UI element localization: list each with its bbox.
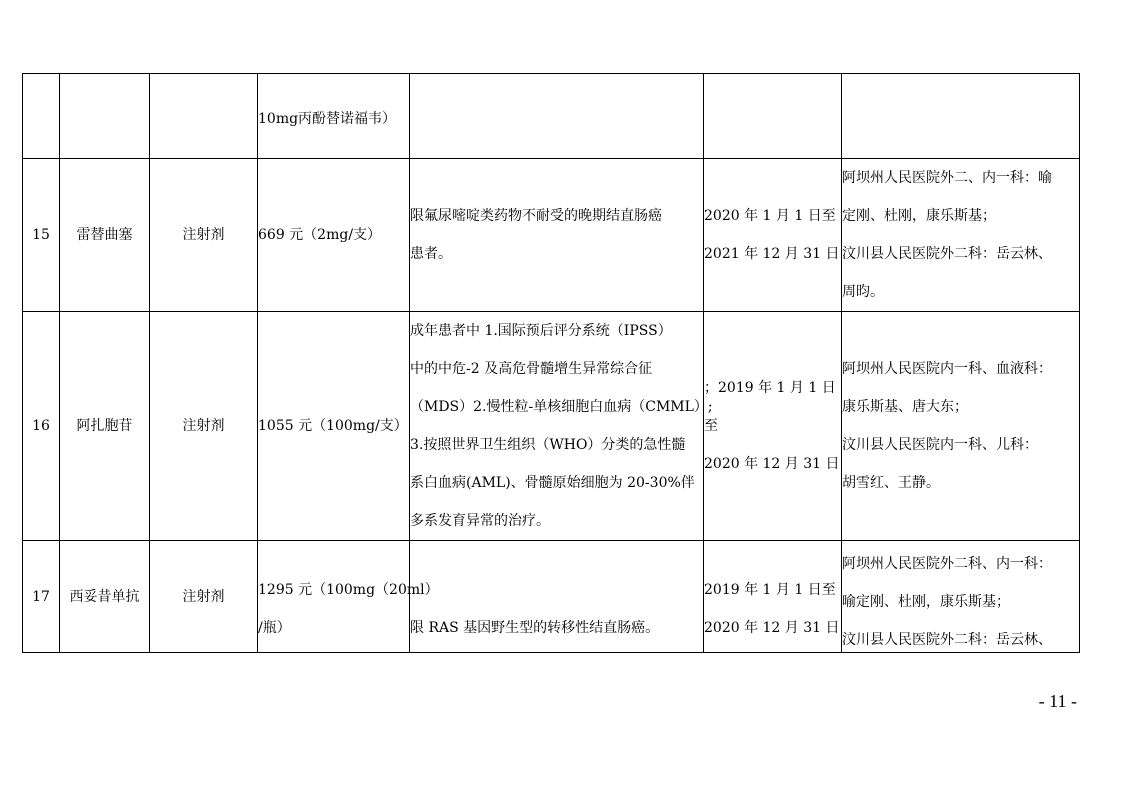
date-line: 2021 年 12 月 31 日 xyxy=(704,246,840,262)
scope-line: 成年患者中 1.国际预后评分系统（IPSS） xyxy=(410,323,672,339)
dosage-form-cell: 注射剂 xyxy=(150,159,258,312)
dosage-form-cell: 注射剂 xyxy=(150,541,258,653)
hospital-line: 阿坝州人民医院内一科、血液科： xyxy=(842,361,1052,377)
hospital-line: 阿坝州人民医院外二科、内一科： xyxy=(842,556,1052,572)
scope-line: 中的中危-2 及高危骨髓增生异常综合征 xyxy=(410,361,653,377)
date-cell xyxy=(704,312,842,541)
hospital-cell xyxy=(842,74,1080,159)
scope-cell xyxy=(410,74,704,159)
drug-name-cell: 阿扎胞苷 xyxy=(60,312,150,541)
scope-line: 系白血病(AML)、骨髓原始细胞为 20-30%伴 xyxy=(410,475,695,491)
date-cell xyxy=(704,541,842,653)
hospital-line: 汶川县人民医院外二科：岳云林、 xyxy=(842,632,1052,648)
price-line: 1295 元（100mg（20ml） xyxy=(258,581,439,598)
dosage-form-cell: 注射剂 xyxy=(150,312,258,541)
scope-cell xyxy=(410,159,704,312)
row-number-cell xyxy=(23,74,60,159)
table-row xyxy=(23,312,1080,541)
date-line: ；2019 年 1 月 1 日 xyxy=(704,380,836,396)
scope-cell xyxy=(410,541,704,653)
row-number-cell: 15 xyxy=(23,159,60,312)
date-line: 2020 年 1 月 1 日至 xyxy=(704,208,836,224)
row-number-cell: 16 xyxy=(23,312,60,541)
hospital-cell xyxy=(842,312,1080,541)
price-line: 669 元（2mg/支） xyxy=(258,227,382,243)
date-line: 至 xyxy=(704,418,718,434)
drug-name-cell xyxy=(60,74,150,159)
scope-line: （MDS）2.慢性粒-单核细胞白血病（CMML）; xyxy=(410,399,713,415)
date-line: 2020 年 12 月 31 日 xyxy=(704,619,840,636)
date-line: 2020 年 12 月 31 日 xyxy=(704,456,840,472)
hospital-cell xyxy=(842,159,1080,312)
scope-line: 多系发育异常的治疗。 xyxy=(410,513,550,529)
price-line: 10mg丙酚替诺福韦） xyxy=(258,111,397,127)
scope-line: 限氟尿嘧啶类药物不耐受的晚期结直肠癌 xyxy=(410,208,662,224)
date-cell xyxy=(704,74,842,159)
scope-line: 患者。 xyxy=(410,246,452,262)
hospital-line: 周昀。 xyxy=(842,284,884,300)
hospital-line: 阿坝州人民医院外二、内一科：喻 xyxy=(842,170,1052,186)
price-line: /瓶） xyxy=(258,619,291,636)
table-row xyxy=(23,541,1080,653)
hospital-line: 胡雪红、王静。 xyxy=(842,475,940,491)
dosage-form-cell xyxy=(150,74,258,159)
table-row xyxy=(23,74,1080,159)
hospital-line: 康乐斯基、唐大东； xyxy=(842,399,968,415)
price-cell xyxy=(258,74,410,159)
scope-cell xyxy=(410,312,713,541)
hospital-cell xyxy=(842,541,1080,653)
price-cell xyxy=(258,541,439,653)
row-number-cell: 17 xyxy=(23,541,60,653)
date-cell xyxy=(704,159,842,312)
hospital-line: 定刚、杜刚，康乐斯基； xyxy=(842,208,996,224)
drug-table xyxy=(22,73,1080,653)
hospital-line: 喻定刚、杜刚，康乐斯基； xyxy=(842,594,1010,610)
date-line: 2019 年 1 月 1 日至 xyxy=(704,581,836,598)
price-cell xyxy=(258,312,410,541)
page-number: - 11 - xyxy=(1038,691,1077,711)
drug-name-cell: 西妥昔单抗 xyxy=(60,541,150,653)
table-row xyxy=(23,159,1080,312)
drug-name-cell: 雷替曲塞 xyxy=(60,159,150,312)
hospital-line: 汶川县人民医院外二科：岳云林、 xyxy=(842,246,1052,262)
scope-line: 限 RAS 基因野生型的转移性结直肠癌。 xyxy=(410,619,660,636)
price-cell xyxy=(258,159,410,312)
hospital-line: 汶川县人民医院内一科、儿科： xyxy=(842,437,1038,453)
price-line: 1055 元（100mg/支） xyxy=(258,418,408,434)
scope-line: 3.按照世界卫生组织（WHO）分类的急性髓 xyxy=(410,437,686,453)
